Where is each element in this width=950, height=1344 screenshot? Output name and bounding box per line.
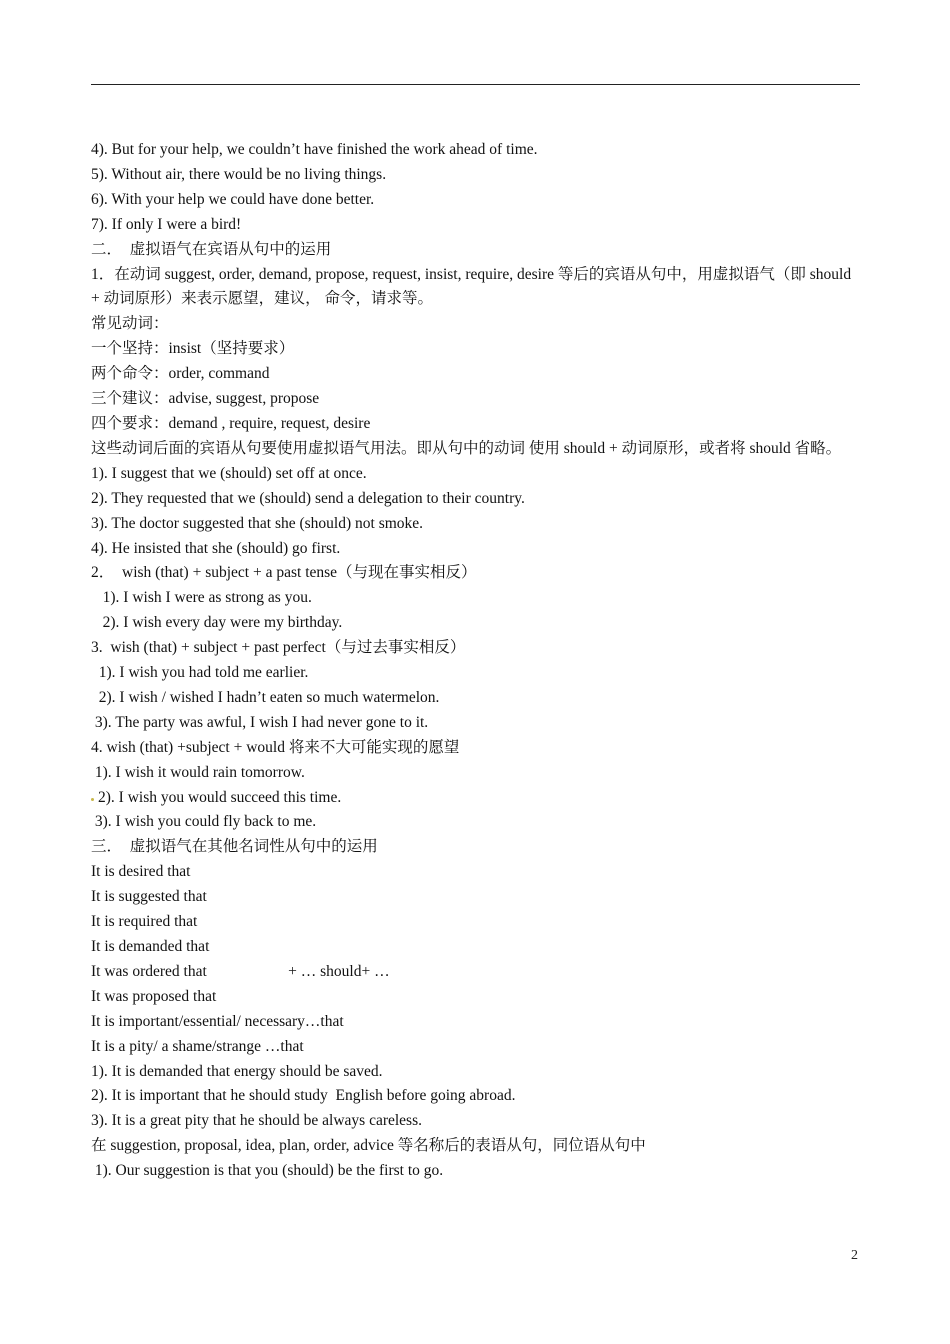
text-line: It is required that bbox=[91, 913, 198, 931]
text-line: 5). Without air, there would be no living things. bbox=[91, 165, 387, 183]
text-line: 2). It is important that he should study English before going abroad. bbox=[91, 1087, 516, 1105]
text-line: 4). He insisted that she (should) go first. bbox=[91, 539, 341, 557]
text-line: 7). If only I were a bird! bbox=[91, 215, 242, 233]
text-line: 常见动词： bbox=[91, 315, 169, 333]
mark-dot bbox=[91, 798, 94, 801]
text-line: It is suggested that bbox=[91, 888, 207, 906]
text-line: 3). The doctor suggested that she (should) not smoke. bbox=[91, 514, 424, 532]
text-line: 一个坚持：insist（坚持要求） bbox=[91, 340, 295, 358]
text-line-marked bbox=[91, 786, 863, 811]
text-line: 2). I wish every day were my birthday. bbox=[91, 614, 343, 632]
text-line: 1). I suggest that we (should) set off at once. bbox=[91, 464, 367, 482]
text-line: 1). I wish I were as strong as you. bbox=[91, 589, 312, 607]
text-line: It is demanded that bbox=[91, 938, 210, 955]
text-line: 1). I wish it would rain tomorrow. bbox=[91, 763, 305, 781]
section-heading: 三． 虚拟语气在其他名词性从句中的运用 bbox=[91, 838, 378, 856]
text-line: 3). I wish you could fly back to me. bbox=[91, 813, 317, 831]
text-line: It is a pity/ a shame/strange …that bbox=[91, 1037, 304, 1055]
text-line: 2). I wish you would succeed this time. bbox=[98, 788, 342, 806]
text-line: 四个要求：demand , require, request, desire bbox=[91, 414, 371, 432]
page-number: 2 bbox=[851, 1248, 858, 1263]
section-heading: 二． 虚拟语气在宾语从句中的运用 bbox=[91, 240, 332, 258]
text-line: 2). I wish / wished I hadn’t eaten so much watermelon. bbox=[91, 688, 440, 706]
document-body bbox=[91, 138, 863, 1184]
text-line: It is desired that bbox=[91, 863, 191, 881]
header-rule bbox=[91, 84, 860, 85]
text-line: 4. wish (that) +subject + would 将来不大可能实现的愿望 bbox=[91, 738, 460, 756]
text-line: 两个命令：order, command bbox=[91, 365, 270, 383]
text-line: It is important/essential/ necessary…that bbox=[91, 1012, 344, 1030]
text-line: 2). They requested that we (should) send a delegation to their country. bbox=[91, 489, 525, 507]
text-line: 6). With your help we could have done better. bbox=[91, 190, 375, 208]
text-line: 2． wish (that) + subject + a past tense（与现在事实相反） bbox=[91, 564, 477, 582]
text-line: 1). It is demanded that energy should be saved. bbox=[91, 1062, 383, 1080]
text-line: 1). Our suggestion is that you (should) be the first to go. bbox=[91, 1162, 444, 1180]
text-line: 1). I wish you had told me earlier. bbox=[91, 664, 309, 682]
text-line: 在 suggestion, proposal, idea, plan, order, advice 等名称后的表语从句，同位语从句中 bbox=[91, 1137, 646, 1155]
text-line: 4). But for your help, we couldn’t have finished the work ahead of time. bbox=[91, 141, 538, 158]
text-line: 三个建议：advise, suggest, propose bbox=[91, 390, 320, 408]
text-line: It was proposed that bbox=[91, 987, 217, 1005]
text-paragraph: 1．在动词 suggest, order, demand, propose, request, insist, require, desire 等后的宾语从句中，用虚拟语气（即 should + 动词原形）来表示愿望，建议， 命令，请求等。 bbox=[91, 265, 852, 308]
text-line: 3. wish (that) + subject + past perfect（与过去事实相反） bbox=[91, 639, 466, 657]
text-line: 3). It is a great pity that he should be always careless. bbox=[91, 1112, 422, 1130]
text-line: It was ordered that + … should+ … bbox=[91, 962, 390, 980]
text-line: 3). The party was awful, I wish I had never gone to it. bbox=[91, 713, 429, 731]
text-paragraph: 这些动词后面的宾语从句要使用虚拟语气用法。即从句中的动词 使用 should + 动词原形，或者将 should 省略。 bbox=[91, 439, 842, 457]
